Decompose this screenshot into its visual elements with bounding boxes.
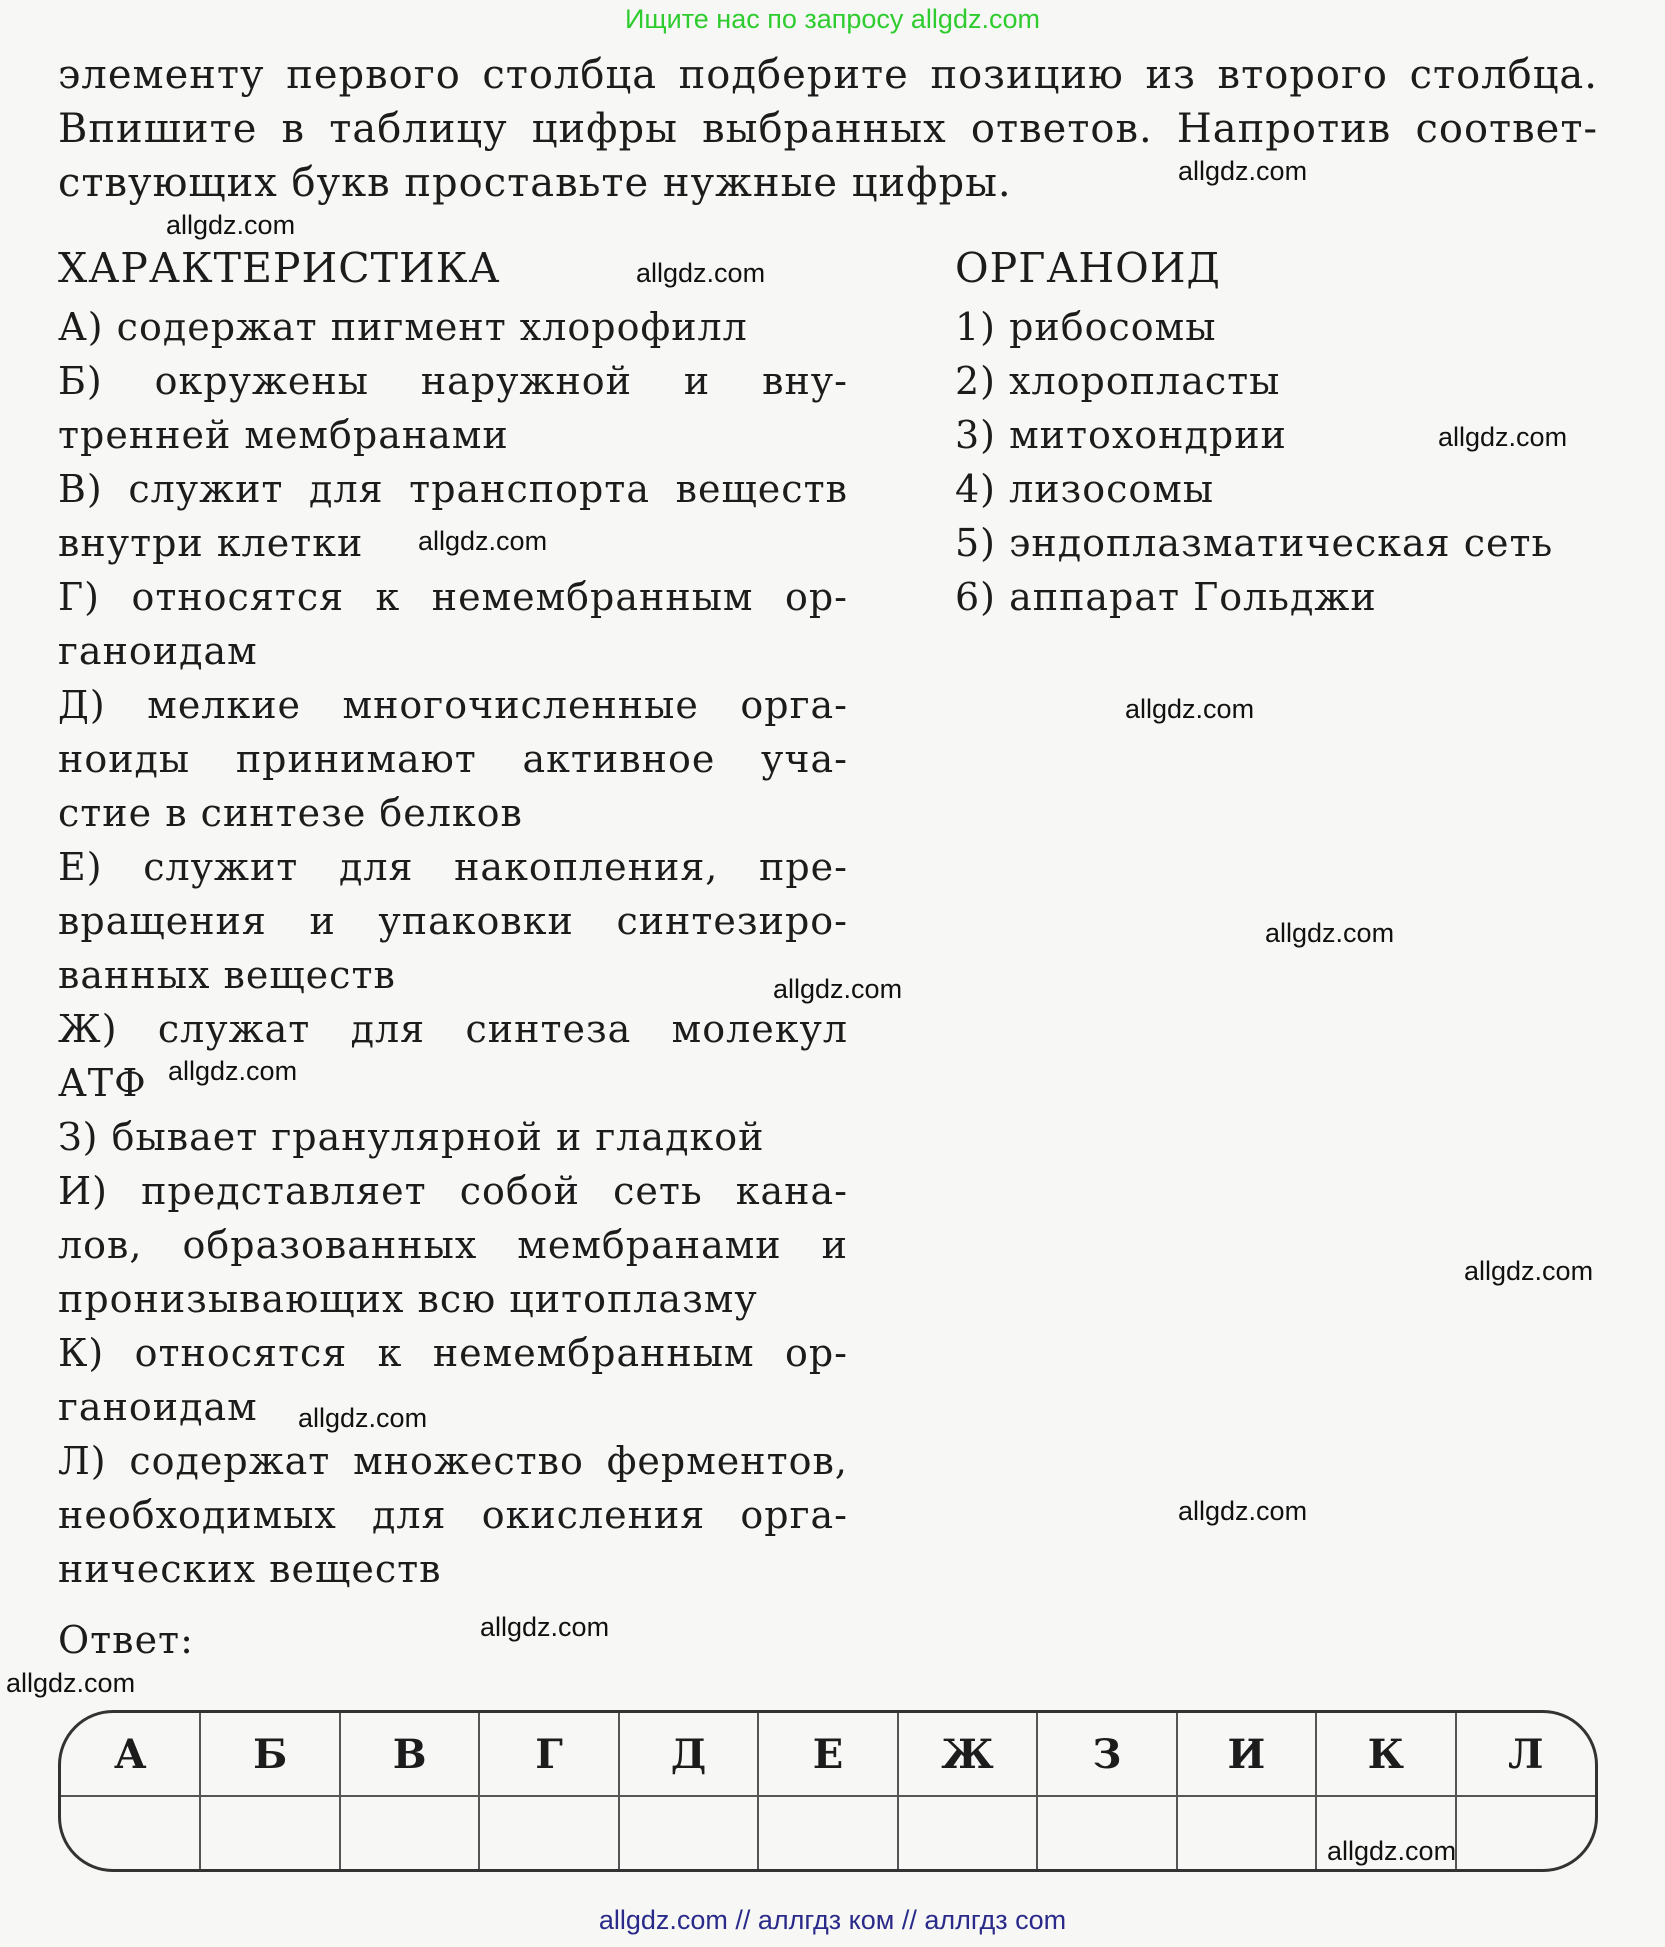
characteristic-header: ХАРАКТЕРИСТИКА bbox=[58, 244, 501, 292]
watermark: allgdz.com bbox=[773, 974, 903, 1004]
organoid-item: 1) рибосомы bbox=[955, 305, 1217, 349]
characteristic-line: пронизывающих всю цитоплазму bbox=[58, 1277, 758, 1321]
answer-label: Ответ: bbox=[58, 1618, 194, 1662]
characteristic-line: Л) содержат множество ферментов, bbox=[58, 1439, 848, 1483]
answer-letter-cell: К bbox=[1316, 1713, 1455, 1796]
watermark: allgdz.com bbox=[1265, 918, 1395, 948]
intro-line: ствующих букв проставьте нужные цифры. bbox=[58, 160, 1012, 206]
answer-letter-cell: Л bbox=[1456, 1713, 1595, 1796]
organoid-item: 3) митохондрии bbox=[955, 413, 1287, 457]
organoid-item: 4) лизосомы bbox=[955, 467, 1215, 511]
answer-input-cell[interactable] bbox=[1037, 1796, 1176, 1869]
watermark: allgdz.com bbox=[6, 1668, 136, 1698]
characteristic-line: Д) мелкие многочисленные орга- bbox=[58, 683, 848, 727]
characteristic-item bbox=[58, 354, 848, 462]
characteristics-list bbox=[58, 300, 848, 1596]
answer-letter-cell: И bbox=[1177, 1713, 1316, 1796]
watermark: allgdz.com bbox=[298, 1403, 428, 1433]
answer-input-cell[interactable] bbox=[200, 1796, 339, 1869]
characteristic-line: ноиды принимают активное уча- bbox=[58, 737, 848, 781]
characteristic-line: В) служит для транспорта веществ bbox=[58, 467, 848, 511]
characteristic-line: ганоидам bbox=[58, 1385, 258, 1429]
watermark: allgdz.com bbox=[636, 258, 766, 288]
answer-input-cell[interactable] bbox=[758, 1796, 897, 1869]
characteristic-line: ганоидам bbox=[58, 629, 258, 673]
watermark: allgdz.com bbox=[166, 210, 296, 240]
characteristic-item bbox=[58, 300, 848, 354]
answer-letter-cell: Д bbox=[619, 1713, 758, 1796]
answer-input-cell[interactable] bbox=[898, 1796, 1037, 1869]
organoids-list bbox=[955, 300, 1605, 624]
watermark: allgdz.com bbox=[1178, 156, 1308, 186]
watermark: allgdz.com bbox=[418, 526, 548, 556]
characteristic-line: ванных веществ bbox=[58, 953, 396, 997]
answer-input-cell[interactable] bbox=[340, 1796, 479, 1869]
characteristic-item bbox=[58, 1326, 848, 1434]
characteristic-line: АТФ bbox=[58, 1061, 147, 1105]
intro-line: Впишите в таблицу цифры выбранных ответов. Напротив соответ- bbox=[58, 106, 1598, 152]
watermark: allgdz.com bbox=[480, 1612, 610, 1642]
answer-input-cell[interactable] bbox=[61, 1796, 200, 1869]
characteristic-line: Ж) служат для синтеза молекул bbox=[58, 1007, 848, 1051]
characteristic-line: Е) служит для накопления, пре- bbox=[58, 845, 848, 889]
characteristic-line: А) содержат пигмент хлорофилл bbox=[58, 305, 748, 349]
characteristic-line: тренней мембранами bbox=[58, 413, 509, 457]
characteristic-item bbox=[58, 1434, 848, 1596]
watermark: allgdz.com bbox=[1178, 1496, 1308, 1526]
watermark: allgdz.com bbox=[1327, 1836, 1457, 1866]
answer-letter-cell: Б bbox=[200, 1713, 339, 1796]
characteristic-line: К) относятся к немембранным ор- bbox=[58, 1331, 848, 1375]
answer-letter-cell: В bbox=[340, 1713, 479, 1796]
characteristic-item bbox=[58, 678, 848, 840]
answer-input-cell[interactable] bbox=[479, 1796, 618, 1869]
characteristic-line: Б) окружены наружной и вну- bbox=[58, 359, 848, 403]
answer-input-cell[interactable] bbox=[1177, 1796, 1316, 1869]
answer-letter-cell: Г bbox=[479, 1713, 618, 1796]
answer-letter-cell: З bbox=[1037, 1713, 1176, 1796]
characteristic-line: И) представляет собой сеть кана- bbox=[58, 1169, 848, 1213]
top-banner: Ищите нас по запросу allgdz.com bbox=[625, 4, 1040, 34]
answer-letter-cell: Ж bbox=[898, 1713, 1037, 1796]
footer-banner: allgdz.com // аллгдз ком // аллгдз com bbox=[598, 1905, 1067, 1935]
characteristic-line: стие в синтезе белков bbox=[58, 791, 523, 835]
task-instructions bbox=[58, 48, 1598, 210]
characteristic-item bbox=[58, 570, 848, 678]
characteristic-item bbox=[58, 1164, 848, 1326]
characteristic-line: нических веществ bbox=[58, 1547, 442, 1591]
characteristic-line: необходимых для окисления орга- bbox=[58, 1493, 848, 1537]
characteristic-item bbox=[58, 840, 848, 1002]
intro-line: элементу первого столбца подберите позицию из второго столбца. bbox=[58, 52, 1598, 98]
answer-letter-cell: А bbox=[61, 1713, 200, 1796]
characteristic-line: лов, образованных мембранами и bbox=[58, 1223, 848, 1267]
organoid-item: 2) хлоропласты bbox=[955, 359, 1281, 403]
characteristic-line: внутри клетки bbox=[58, 521, 364, 565]
organoid-header: ОРГАНОИД bbox=[955, 244, 1221, 292]
characteristic-line: вращения и упаковки синтезиро- bbox=[58, 899, 848, 943]
characteristic-line: З) бывает гранулярной и гладкой bbox=[58, 1115, 765, 1159]
answer-letters-row bbox=[61, 1713, 1595, 1796]
watermark: allgdz.com bbox=[168, 1056, 298, 1086]
answer-input-cell[interactable] bbox=[619, 1796, 758, 1869]
answer-input-cell[interactable] bbox=[1456, 1796, 1595, 1869]
characteristic-item bbox=[58, 1110, 848, 1164]
characteristic-line: Г) относятся к немембранным ор- bbox=[58, 575, 848, 619]
watermark: allgdz.com bbox=[1125, 694, 1255, 724]
answer-letter-cell: Е bbox=[758, 1713, 897, 1796]
watermark: allgdz.com bbox=[1464, 1256, 1594, 1286]
organoid-item: 6) аппарат Гольджи bbox=[955, 575, 1377, 619]
organoid-item: 5) эндоплазматическая сеть bbox=[955, 521, 1554, 565]
watermark: allgdz.com bbox=[1438, 422, 1568, 452]
